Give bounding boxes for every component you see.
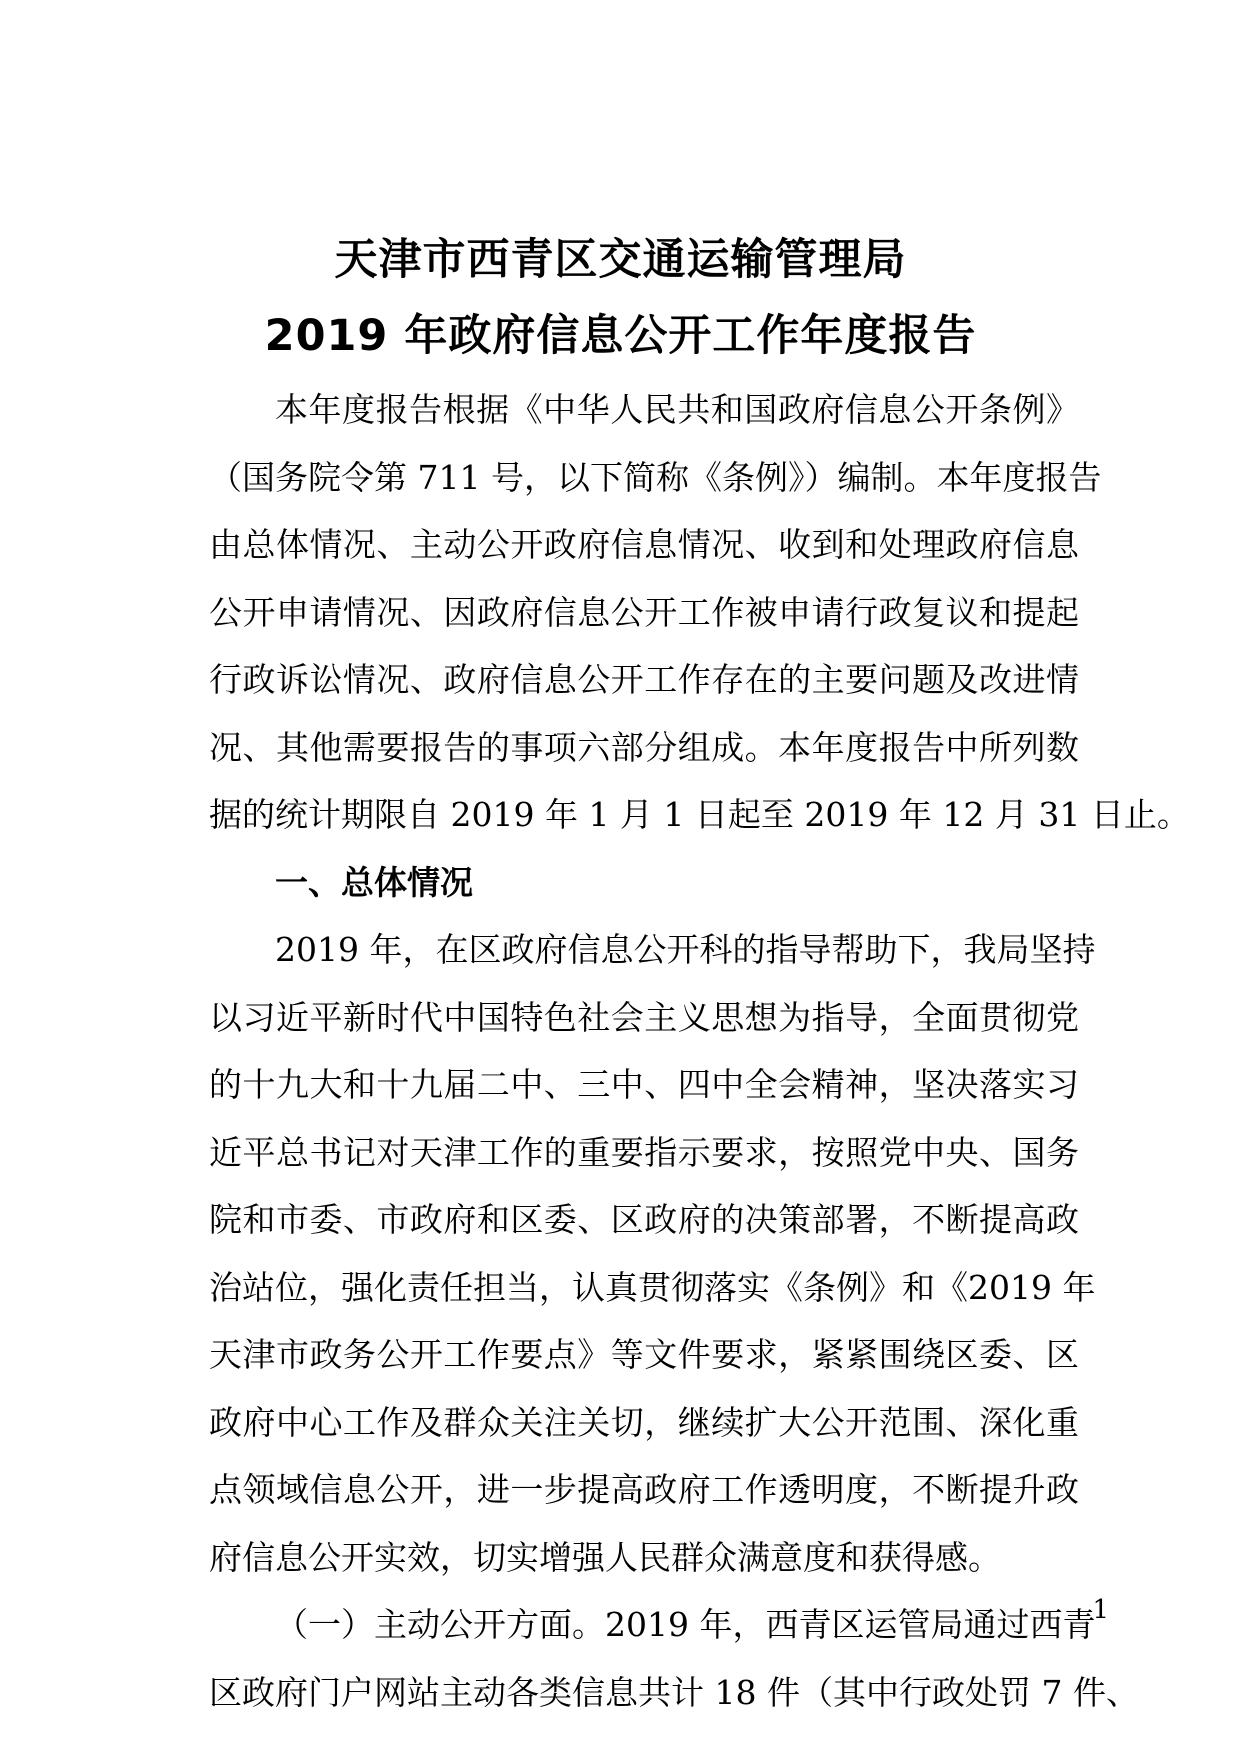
title-line-1: 天津市西青区交通运输管理局 [334, 235, 907, 285]
paragraph-line: 况、其他需要报告的事项六部分组成。本年度报告中所列数 [209, 727, 1079, 767]
paragraph-line: 区政府门户网站主动各类信息共计 18 件（其中行政处罚 7 件、 [209, 1672, 1139, 1712]
paragraph-line: 政府中心工作及群众关注关切，继续扩大公开范围、深化重 [209, 1402, 1079, 1442]
paragraph-line: 府信息公开实效，切实增强人民群众满意度和获得感。 [209, 1537, 1001, 1577]
intro-paragraph [209, 376, 1190, 1726]
paragraph-line: 本年度报告根据《中华人民共和国政府信息公开条例》 [275, 390, 1079, 429]
paragraph-line: 行政诉讼情况、政府信息公开工作存在的主要问题及改进情 [209, 660, 1079, 699]
paragraph-line: 据的统计期限自 2019 年 1 月 1 日起至 2019 年 12 月 31 日止。 [209, 795, 1190, 834]
paragraph-line: 的十九大和十九届二中、三中、四中全会精神，坚决落实习 [209, 1065, 1079, 1104]
paragraph-line: 院和市委、市政府和区委、区政府的决策部署，不断提高政 [209, 1200, 1079, 1239]
section-heading: 一、总体情况 [275, 862, 473, 902]
paragraph-line: 2019 年，在区政府信息公开科的指导帮助下，我局坚持 [275, 930, 1096, 969]
document-title [0, 222, 1241, 374]
paragraph-line: 公开申请情况、因政府信息公开工作被申请行政复议和提起 [209, 592, 1079, 632]
page-number: 1 [1092, 1595, 1109, 1625]
paragraph-line: 以习近平新时代中国特色社会主义思想为指导，全面贯彻党 [209, 997, 1079, 1037]
paragraph-line: 近平总书记对天津工作的重要指示要求，按照党中央、国务 [209, 1132, 1079, 1172]
paragraph-line: 天津市政务公开工作要点》等文件要求，紧紧围绕区委、区 [209, 1335, 1079, 1374]
paragraph-line: 由总体情况、主动公开政府信息情况、收到和处理政府信息 [209, 525, 1079, 564]
paragraph-line: 点领域信息公开，进一步提高政府工作透明度，不断提升政 [209, 1470, 1079, 1509]
paragraph-line: 治站位，强化责任担当，认真贯彻落实《条例》和《2019 年 [209, 1267, 1096, 1307]
paragraph-line: （国务院令第 711 号，以下简称《条例》）编制。本年度报告 [209, 457, 1102, 497]
paragraph-line: （一）主动公开方面。2019 年，西青区运管局通过西青 [275, 1605, 1096, 1644]
title-line-2: 2019 年政府信息公开工作年度报告 [264, 311, 977, 361]
